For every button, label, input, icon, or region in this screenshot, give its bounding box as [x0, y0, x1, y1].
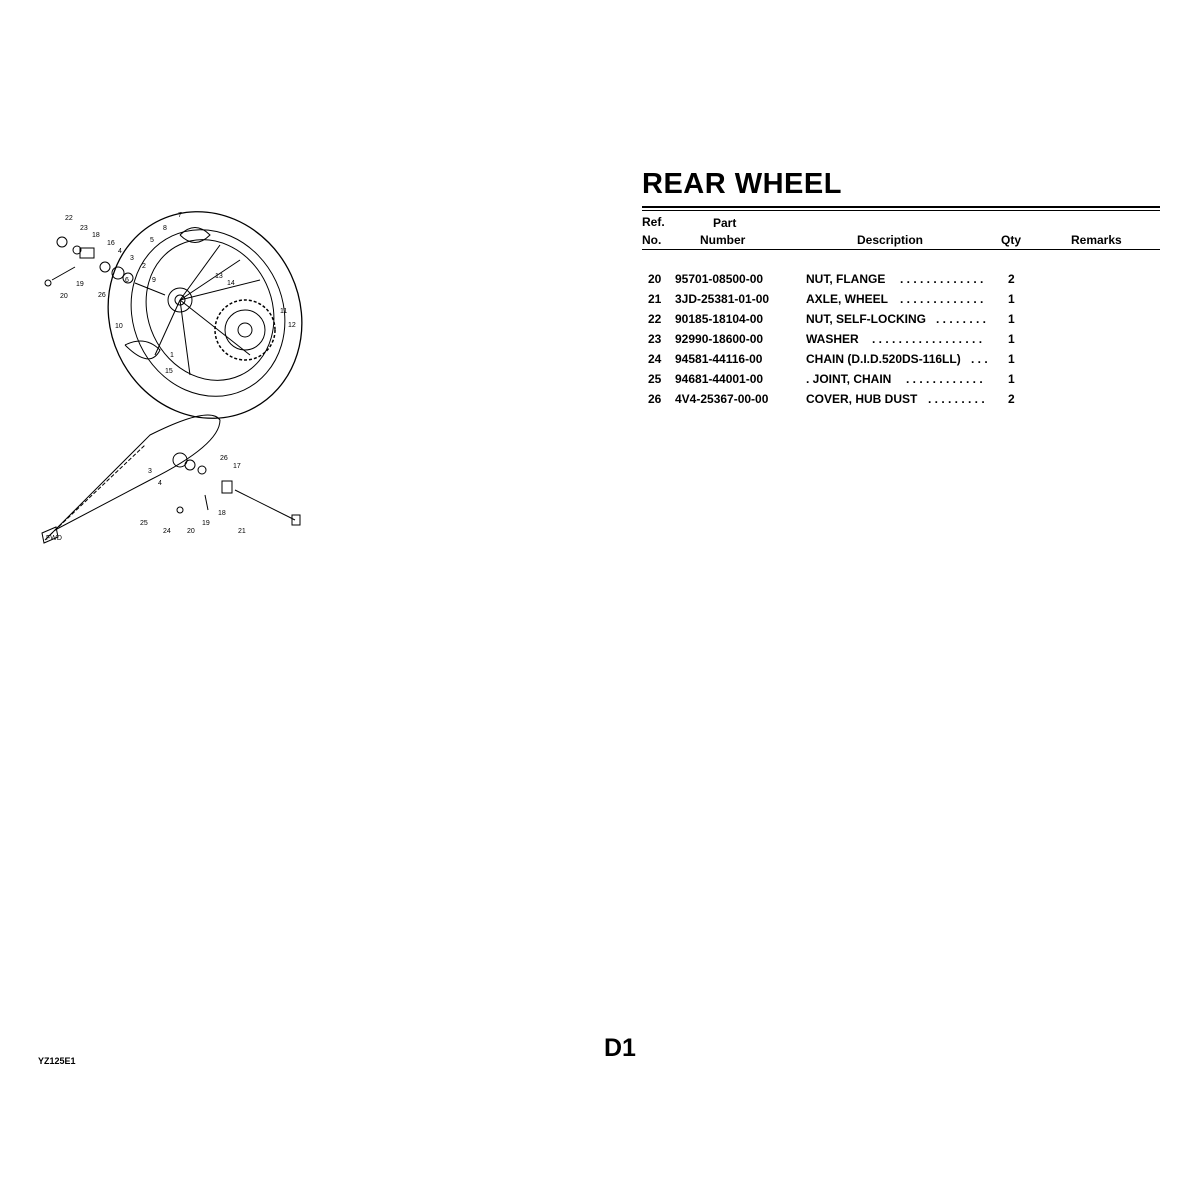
- ref-number: 23: [648, 332, 662, 346]
- header-remarks: Remarks: [1071, 233, 1122, 247]
- parts-row: [642, 270, 1162, 290]
- ref-number: 24: [648, 352, 662, 366]
- document-code: YZ125E1: [38, 1056, 76, 1066]
- part-description: . JOINT, CHAIN: [806, 372, 892, 386]
- leader-dots: . . . . . . . .: [936, 312, 987, 326]
- svg-text:20: 20: [60, 293, 68, 300]
- title-rule-bottom: [642, 210, 1160, 211]
- part-qty: 1: [1008, 332, 1015, 346]
- leader-dots: . . . . . . . . .: [928, 392, 985, 406]
- header-part-line1: Part: [713, 216, 737, 230]
- part-qty: 1: [1008, 352, 1015, 366]
- part-number: 4V4-25367-00-00: [675, 392, 769, 406]
- svg-text:8: 8: [163, 225, 167, 232]
- page-title: REAR WHEEL: [642, 168, 842, 200]
- part-description: COVER, HUB DUST: [806, 392, 918, 406]
- part-number: 95701-08500-00: [675, 272, 764, 286]
- parts-row: [642, 290, 1162, 310]
- parts-row: [642, 330, 1162, 350]
- ref-number: 26: [648, 392, 662, 406]
- part-number: 3JD-25381-01-00: [675, 292, 770, 306]
- fwd-label: FWD: [46, 535, 62, 542]
- svg-text:10: 10: [115, 323, 123, 330]
- svg-text:13: 13: [215, 273, 223, 280]
- header-rule: [642, 249, 1160, 250]
- header-description: Description: [857, 233, 924, 247]
- parts-row: [642, 350, 1162, 370]
- leader-dots: . . . . . . . . . . . .: [906, 372, 983, 386]
- svg-text:3: 3: [130, 255, 134, 262]
- svg-text:2: 2: [142, 263, 146, 270]
- svg-text:3: 3: [148, 468, 152, 475]
- svg-text:11: 11: [280, 308, 288, 315]
- svg-text:25: 25: [140, 520, 148, 527]
- header-ref-line1: Ref.: [642, 215, 665, 229]
- exploded-parts-diagram: [30, 205, 320, 555]
- svg-text:18: 18: [218, 510, 226, 517]
- title-rule-top: [642, 206, 1160, 208]
- svg-text:22: 22: [65, 215, 73, 222]
- svg-text:5: 5: [150, 237, 154, 244]
- ref-number: 22: [648, 312, 662, 326]
- part-qty: 2: [1008, 272, 1015, 286]
- svg-text:7: 7: [178, 212, 182, 219]
- header-qty: Qty: [1001, 233, 1022, 247]
- svg-text:12: 12: [288, 322, 296, 329]
- part-qty: 1: [1008, 312, 1015, 326]
- svg-text:9: 9: [152, 277, 156, 284]
- ref-number: 21: [648, 292, 662, 306]
- svg-text:21: 21: [238, 528, 246, 535]
- svg-text:19: 19: [202, 520, 210, 527]
- parts-row: [642, 310, 1162, 330]
- leader-dots: . . . . . . . . . . . . .: [900, 272, 984, 286]
- part-description: NUT, FLANGE: [806, 272, 886, 286]
- parts-list: [642, 270, 1162, 410]
- leader-dots: . . . . . . . . . . . . . . . . .: [872, 332, 983, 346]
- svg-text:16: 16: [107, 240, 115, 247]
- leader-dots: . . . . . . . . . . . . .: [900, 292, 984, 306]
- svg-text:15: 15: [165, 368, 173, 375]
- svg-text:17: 17: [233, 463, 241, 470]
- part-description: AXLE, WHEEL: [806, 292, 889, 306]
- part-description: CHAIN (D.I.D.520DS-116LL): [806, 352, 961, 366]
- svg-text:6: 6: [125, 277, 129, 284]
- parts-row: [642, 370, 1162, 390]
- svg-text:23: 23: [80, 225, 88, 232]
- rear-wheel-illustration: [30, 205, 320, 555]
- svg-text:19: 19: [76, 281, 84, 288]
- svg-text:20: 20: [187, 528, 195, 535]
- part-number: 90185-18104-00: [675, 312, 764, 326]
- ref-number: 20: [648, 272, 662, 286]
- svg-text:4: 4: [118, 248, 122, 255]
- part-qty: 1: [1008, 292, 1015, 306]
- page-number: D1: [604, 1034, 636, 1062]
- svg-text:24: 24: [163, 528, 171, 535]
- svg-text:26: 26: [220, 455, 228, 462]
- part-qty: 1: [1008, 372, 1015, 386]
- svg-text:18: 18: [92, 232, 100, 239]
- svg-text:4: 4: [158, 480, 162, 487]
- header-ref-line2: No.: [642, 233, 662, 247]
- part-number: 94581-44116-00: [675, 352, 763, 366]
- svg-text:26: 26: [98, 292, 106, 299]
- ref-number: 25: [648, 372, 662, 386]
- part-description: NUT, SELF-LOCKING: [806, 312, 926, 326]
- svg-text:1: 1: [170, 352, 174, 359]
- parts-row: [642, 390, 1162, 410]
- header-part-line2: Number: [700, 233, 746, 247]
- part-number: 94681-44001-00: [675, 372, 764, 386]
- part-description: WASHER: [806, 332, 859, 346]
- leader-dots: . . .: [971, 352, 988, 366]
- part-number: 92990-18600-00: [675, 332, 764, 346]
- svg-text:14: 14: [227, 280, 235, 287]
- part-qty: 2: [1008, 392, 1015, 406]
